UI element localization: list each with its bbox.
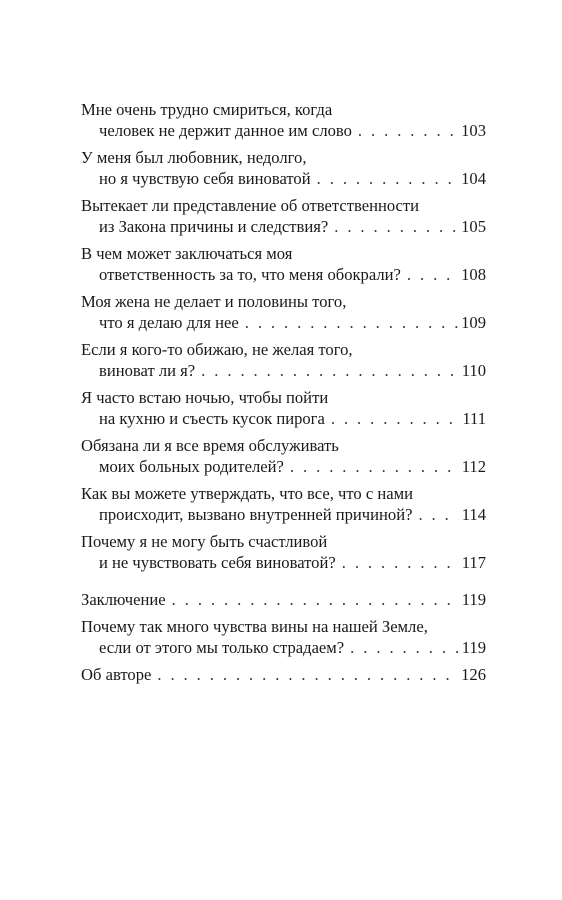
- toc-entry: [81, 664, 486, 685]
- toc-entry-title-line2: что я делаю для нее: [99, 313, 239, 332]
- toc-entry-title-line1: В чем может заключаться моя: [81, 244, 293, 263]
- toc-entry-title-line1: Если я кого-то обижаю, не желая того,: [81, 340, 353, 359]
- toc-entry-title-line1: Вытекает ли представление об ответственности: [81, 196, 420, 215]
- toc-entry-page: 111: [462, 409, 486, 428]
- toc-entry-title: Заключение: [81, 590, 166, 609]
- toc-entry-page: 103: [461, 121, 486, 140]
- toc-entry-title-line2: моих больных родителей?: [99, 457, 284, 476]
- dot-leader: [418, 504, 458, 525]
- toc-entry-page: 114: [461, 505, 486, 524]
- dot-leader: [342, 552, 459, 573]
- toc-entry: [81, 243, 486, 285]
- toc-entry-page: 126: [461, 665, 486, 684]
- dot-leader: [334, 216, 458, 237]
- toc-entry-title-line1: Мне очень трудно смириться, когда: [81, 100, 333, 119]
- toc-entry-title-line2: и не чувствовать себя виноватой?: [99, 553, 336, 572]
- toc-entry-page: 105: [461, 217, 486, 236]
- toc-entry-title-line2: на кухню и съесть кусок пирога: [99, 409, 325, 428]
- table-of-contents: [81, 99, 486, 691]
- toc-entry: [81, 291, 486, 333]
- toc-entry-page: 119: [461, 590, 486, 609]
- toc-entry-title-line1: Как вы можете утверждать, что все, что с нами: [81, 484, 413, 503]
- toc-entry-page: 117: [461, 553, 486, 572]
- dot-leader: [245, 312, 458, 333]
- toc-entry-page: 104: [461, 169, 486, 188]
- toc-entry: [81, 531, 486, 573]
- toc-entry: [81, 616, 486, 658]
- toc-entry-title-line2: человек не держит данное им слово: [99, 121, 352, 140]
- toc-entry-title-line1: Я часто встаю ночью, чтобы пойти: [81, 388, 329, 407]
- toc-entry-title-line2: происходит, вызвано внутренней причиной?: [99, 505, 413, 524]
- toc-entry-title-line1: Обязана ли я все время обслуживать: [81, 436, 339, 455]
- toc-entry-title-line2: но я чувствую себя виноватой: [99, 169, 311, 188]
- toc-entry-page: 108: [461, 265, 486, 284]
- toc-entry-page: 112: [461, 457, 486, 476]
- toc-entry-title-line2: из Закона причины и следствия?: [99, 217, 329, 236]
- toc-entry-page: 119: [461, 638, 486, 657]
- toc-entry: [81, 589, 486, 610]
- toc-entry: [81, 195, 486, 237]
- toc-entry: [81, 387, 486, 429]
- toc-entry: [81, 339, 486, 381]
- dot-leader: [350, 637, 459, 658]
- toc-entry-page: 110: [461, 361, 486, 380]
- toc-entry-title: Об авторе: [81, 665, 152, 684]
- dot-leader: [317, 168, 458, 189]
- toc-entry: [81, 99, 486, 141]
- toc-entry-title-line2: ответственность за то, что меня обокрали?: [99, 265, 401, 284]
- toc-entry-page: 109: [461, 313, 486, 332]
- toc-entry-title-line2: если от этого мы только страдаем?: [99, 638, 345, 657]
- toc-entry-title-line1: Моя жена не делает и половины того,: [81, 292, 347, 311]
- toc-entry-title-line1: Почему так много чувства вины на нашей Земле,: [81, 617, 428, 636]
- dot-leader: [358, 120, 458, 141]
- dot-leader: [290, 456, 459, 477]
- toc-entry: [81, 483, 486, 525]
- dot-leader: [172, 589, 459, 610]
- toc-entry: [81, 147, 486, 189]
- toc-entry-title-line1: У меня был любовник, недолго,: [81, 148, 307, 167]
- toc-entry-title-line1: Почему я не могу быть счастливой: [81, 532, 328, 551]
- dot-leader: [157, 664, 458, 685]
- dot-leader: [201, 360, 459, 381]
- toc-entry-title-line2: виноват ли я?: [99, 361, 196, 380]
- toc-entry: [81, 435, 486, 477]
- dot-leader: [407, 264, 458, 285]
- dot-leader: [331, 408, 459, 429]
